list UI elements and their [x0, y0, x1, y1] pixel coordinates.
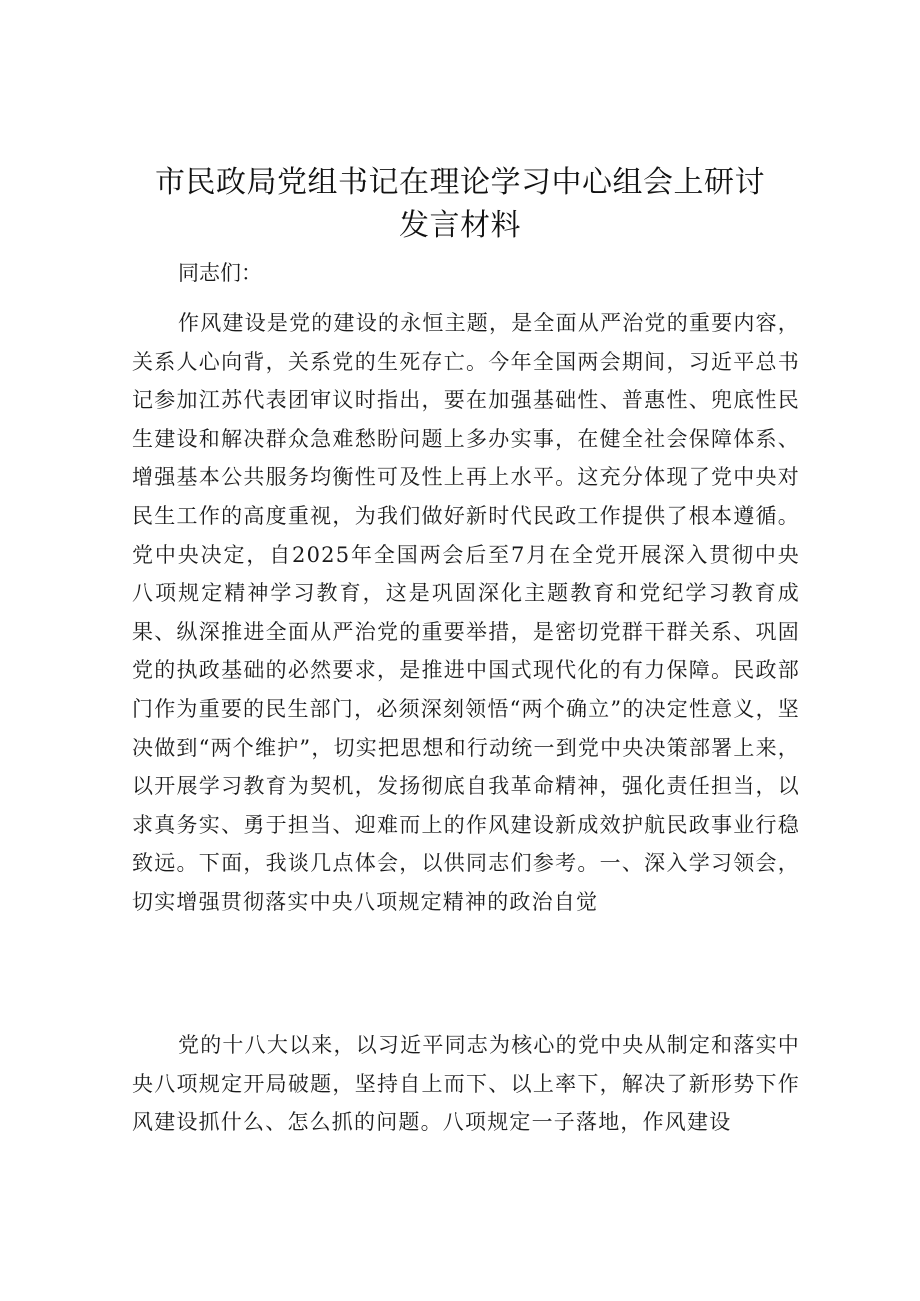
document-title-line-2: 发言材料 [399, 208, 521, 243]
body-paragraph-2: 党的十八大以来，以习近平同志为核心的党中央从制定和落实中央八项规定开局破题，坚持自上而下、以上率下，解决了新形势下作风建设抓什么、怎么抓的问题。八项规定一子落地，作风建设 [132, 1033, 800, 1135]
salutation: 同志们： [178, 261, 262, 285]
body-paragraph-1: 作风建设是党的建设的永恒主题，是全面从严治党的重要内容，关系人心向背，关系党的生死存亡。今年全国两会期间，习近平总书记参加江苏代表团审议时指出，要在加强基础性、普惠性、兜底性民生建设和解决群众急难愁盼问题上多办实事，在健全社会保障体系、增强基本公共服务均衡性可及性上再上水平。这充分体现了党中央对民生工作的高度重视，为我们做好新时代民政工作提供了根本遵循。党中央决定，自2025年全国两会后至7月在全党开展深入贯彻中央八项规定精神学习教育，这是巩固深化主题教育和党纪学习教育成果、纵深推进全面从严治党的重要举措，是密切党群干群关系、巩固党的执政基础的必然要求，是推进中国式现代化的有力保障。民政部门作为重要的民生部门，必须深刻领悟“两个确立”的决定性意义，坚决做到“两个维护”，切实把思想和行动统一到党中央决策部署上来，以开展学习教育为契机，发扬彻底自我革命精神，强化责任担当，以求真务实、勇于担当、迎难而上的作风建设新成效护航民政事业行稳致远。下面，我谈几点体会，以供同志们参考。一、深入学习领会，切实增强贯彻落实中央八项规定精神的政治自觉 [132, 311, 800, 914]
document-title-line-1: 市民政局党组书记在理论学习中心组会上研讨 [155, 165, 765, 200]
